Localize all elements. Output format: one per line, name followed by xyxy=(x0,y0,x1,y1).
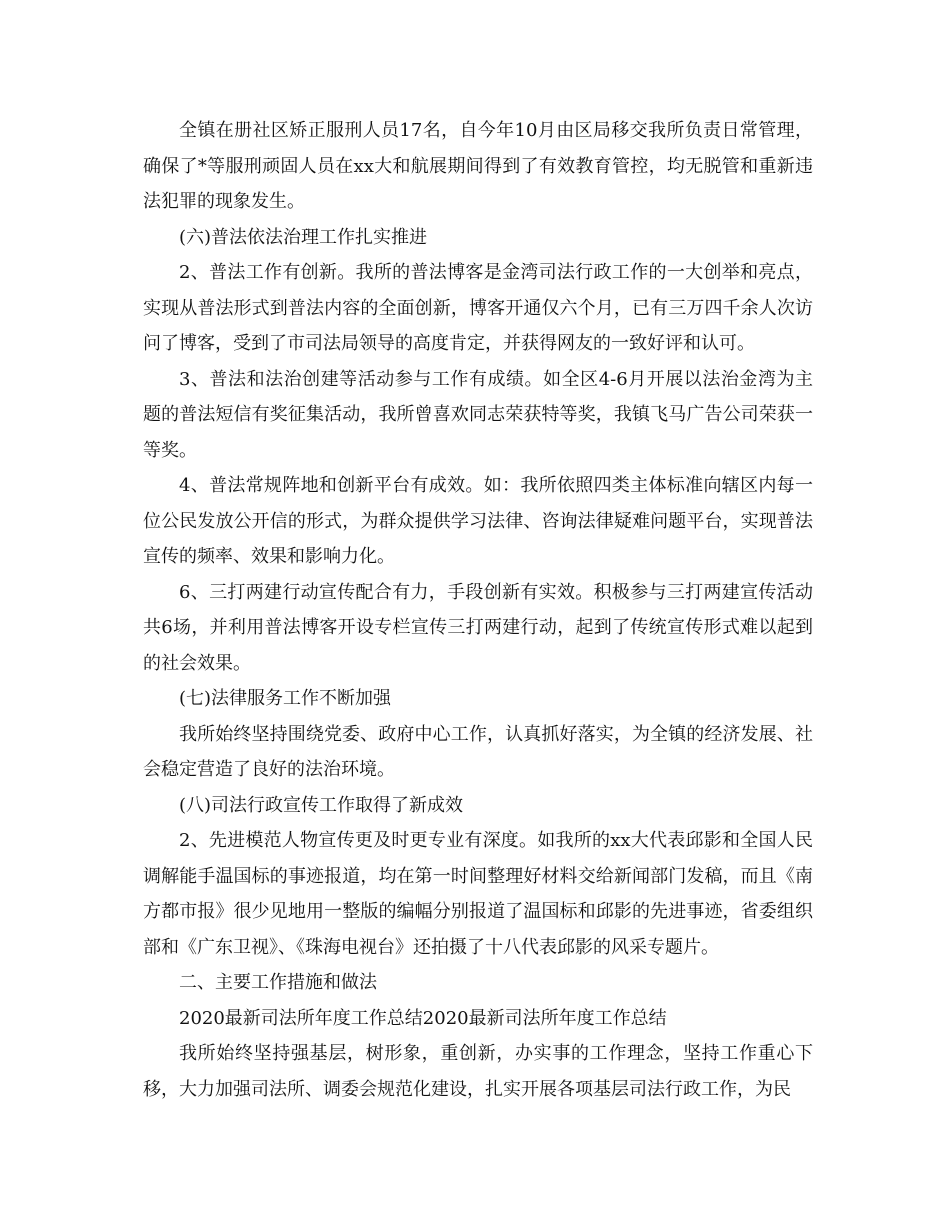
paragraph-legal-environment: 我所始终坚持围绕党委、政府中心工作，认真抓好落实，为全镇的经济发展、社会稳定营造了良好的法治环境。 xyxy=(143,723,813,780)
paragraph-model-figures: 2、先进模范人物宣传更及时更专业有深度。如我所的xx大代表邱影和全国人民调解能手温国标的事迹报道，均在第一时间整理好材料交给新闻部门发稿，而且《南方都市报》很少见地用一整版的编幅分别报道了温国标和邱影的先进事迹，省委组织部和《广东卫视》、《珠海电视台》还拍摄了十八代表邱影的风采专题片。 xyxy=(143,830,813,958)
paragraph-open-letter: 4、普法常规阵地和创新平台有成效。如：我所依照四类主体标准向辖区内每一位公民发放公开信的形式，为群众提供学习法律、咨询法律疑难问题平台，实现普法宣传的频率、效果和影响力化。 xyxy=(143,475,813,567)
section-heading-publicity: (八)司法行政宣传工作取得了新成效 xyxy=(179,794,464,816)
document-body xyxy=(143,113,813,1107)
paragraph-community-correction: 全镇在册社区矫正服刑人员17名，自今年10月由区局移交我所负责日常管理，确保了*等服刑顽固人员在xx大和航展期间得到了有效教育管控，均无脱管和重新违法犯罪的现象发生。 xyxy=(143,120,813,212)
section-heading-measures: 二、主要工作措施和做法 xyxy=(179,972,377,993)
paragraph-legal-blog: 2、普法工作有创新。我所的普法博客是金湾司法行政工作的一大创举和亮点，实现从普法形式到普法内容的全面创新，博客开通仅六个月，已有三万四千余人次访问了博客，受到了市司法局领导的高度肯定，并获得网友的一致好评和认可。 xyxy=(143,262,813,354)
paragraph-campaign-publicity: 6、三打两建行动宣传配合有力，手段创新有实效。积极参与三打两建宣传活动共6场，并利用普法博客开设专栏宣传三打两建行动，起到了传统宣传形式难以起到的社会效果。 xyxy=(143,581,813,674)
section-heading-legal-services: (七)法律服务工作不断加强 xyxy=(179,688,392,709)
paragraph-work-philosophy: 我所始终坚持强基层，树形象，重创新，办实事的工作理念，坚持工作重心下移，大力加强司法所、调委会规范化建设，扎实开展各项基层司法行政工作，为民 xyxy=(143,1043,813,1100)
paragraph-report-title: 2020最新司法所年度工作总结2020最新司法所年度工作总结 xyxy=(179,1007,667,1029)
section-heading-legal-education: (六)普法依法治理工作扎实推进 xyxy=(179,226,428,248)
paragraph-sms-contest: 3、普法和法治创建等活动参与工作有成绩。如全区4-6月开展以法治金湾为主题的普法短信有奖征集活动，我所曾喜欢同志荣获特等奖，我镇飞马广告公司荣获一等奖。 xyxy=(143,368,813,461)
